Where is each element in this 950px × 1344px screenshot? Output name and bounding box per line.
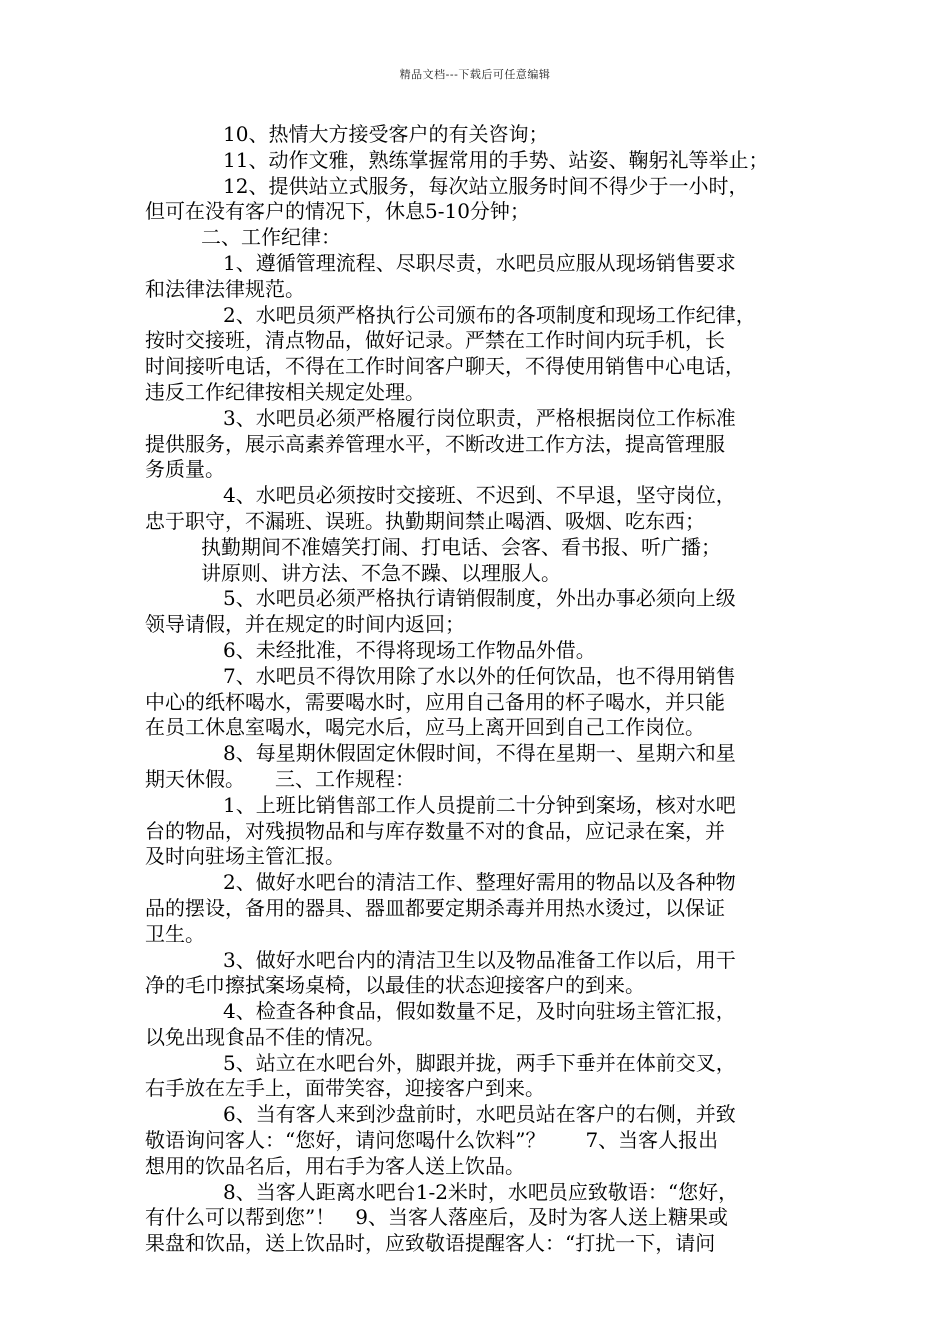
text-line: 12、提供站立式服务，每次站立服务时间不得少于一小时，: [223, 173, 749, 198]
text-line: 6、当有客人来到沙盘前时，水吧员站在客户的右侧，并致: [223, 1102, 736, 1127]
text-line: 7、水吧员不得饮用除了水以外的任何饮品，也不得用销售: [223, 663, 736, 688]
text-line: 品的摆设，备用的器具、器皿都要定期杀毒并用热水烫过，以保证: [145, 895, 725, 920]
text-line: 8、当客人距离水吧台1-2米时，水吧员应致敬语：“您好，: [223, 1179, 739, 1204]
text-line: 敬语询问客人：“您好，请问您喝什么饮料”？ 7、当客人报出: [145, 1128, 719, 1153]
text-line: 右手放在左手上，面带笑容，迎接客户到来。: [145, 1076, 545, 1101]
text-line: 提供服务，展示高素养管理水平，不断改进工作方法，提高管理服: [145, 431, 725, 456]
text-line: 5、站立在水吧台外，脚跟并拢，两手下垂并在体前交叉，: [223, 1050, 736, 1075]
text-line: 台的物品，对残损物品和与库存数量不对的食品，应记录在案，并: [145, 818, 725, 843]
text-line: 及时向驻场主管汇报。: [145, 844, 345, 869]
text-line: 卫生。: [145, 921, 205, 946]
text-line: 2、水吧员须严格执行公司颁布的各项制度和现场工作纪律，: [223, 302, 756, 327]
text-line: 1、遵循管理流程、尽职尽责，水吧员应服从现场销售要求: [223, 250, 736, 275]
text-line: 有什么可以帮到您”！ 9、当客人落座后，及时为客人送上糖果或: [145, 1205, 728, 1230]
text-line: 3、做好水吧台内的清洁卫生以及物品准备工作以后，用干: [223, 947, 736, 972]
text-line: 期天休假。 三、工作规程：: [145, 766, 415, 791]
text-line: 想用的饮品名后，用右手为客人送上饮品。: [145, 1153, 525, 1178]
document-body: [145, 122, 815, 1257]
text-line: 时间接听电话，不得在工作时间客户聊天，不得使用销售中心电话，: [145, 354, 745, 379]
text-line: 和法律法律规范。: [145, 276, 305, 301]
text-line: 讲原则、讲方法、不急不躁、以理服人。: [201, 560, 561, 585]
text-line: 领导请假，并在规定的时间内返回；: [145, 612, 465, 637]
text-line: 中心的纸杯喝水，需要喝水时，应用自己备用的杯子喝水，并只能: [145, 689, 725, 714]
text-line: 果盘和饮品，送上饮品时，应致敬语提醒客人：“打扰一下，请问: [145, 1231, 716, 1256]
text-line: 以免出现食品不佳的情况。: [145, 1024, 385, 1049]
text-line: 违反工作纪律按相关规定处理。: [145, 379, 425, 404]
text-line: 2、做好水吧台的清洁工作、整理好需用的物品以及各种物: [223, 870, 736, 895]
text-line: 3、水吧员必须严格履行岗位职责，严格根据岗位工作标准: [223, 405, 736, 430]
text-line: 4、检查各种食品，假如数量不足，及时向驻场主管汇报，: [223, 999, 736, 1024]
text-line: 二、工作纪律：: [201, 225, 341, 250]
text-line: 在员工休息室喝水，喝完水后，应马上离开回到自己工作岗位。: [145, 715, 705, 740]
text-line: 1、上班比销售部工作人员提前二十分钟到案场，核对水吧: [223, 792, 736, 817]
text-line: 8、每星期休假固定休假时间，不得在星期一、星期六和星: [223, 741, 736, 766]
page-header: 精品文档---下载后可任意编辑: [399, 68, 551, 81]
text-line: 11、动作文雅，熟练掌握常用的手势、站姿、鞠躬礼等举止；: [223, 147, 769, 172]
text-line: 净的毛巾擦拭案场桌椅，以最佳的状态迎接客户的到来。: [145, 973, 645, 998]
text-line: 4、水吧员必须按时交接班、不迟到、不早退，坚守岗位，: [223, 483, 736, 508]
text-line: 10、热情大方接受客户的有关咨询；: [223, 122, 549, 146]
text-line: 忠于职守，不漏班、误班。执勤期间禁止喝酒、吸烟、吃东西；: [145, 508, 705, 533]
text-line: 5、水吧员必须严格执行请销假制度，外出办事必须向上级: [223, 586, 736, 611]
text-line: 但可在没有客户的情况下，休息5-10分钟；: [145, 199, 530, 224]
text-line: 按时交接班，清点物品，做好记录。严禁在工作时间内玩手机，长: [145, 328, 725, 353]
text-line: 执勤期间不准嬉笑打闹、打电话、会客、看书报、听广播；: [201, 534, 721, 559]
text-line: 务质量。: [145, 457, 225, 482]
text-line: 6、未经批准，不得将现场工作物品外借。: [223, 637, 596, 662]
